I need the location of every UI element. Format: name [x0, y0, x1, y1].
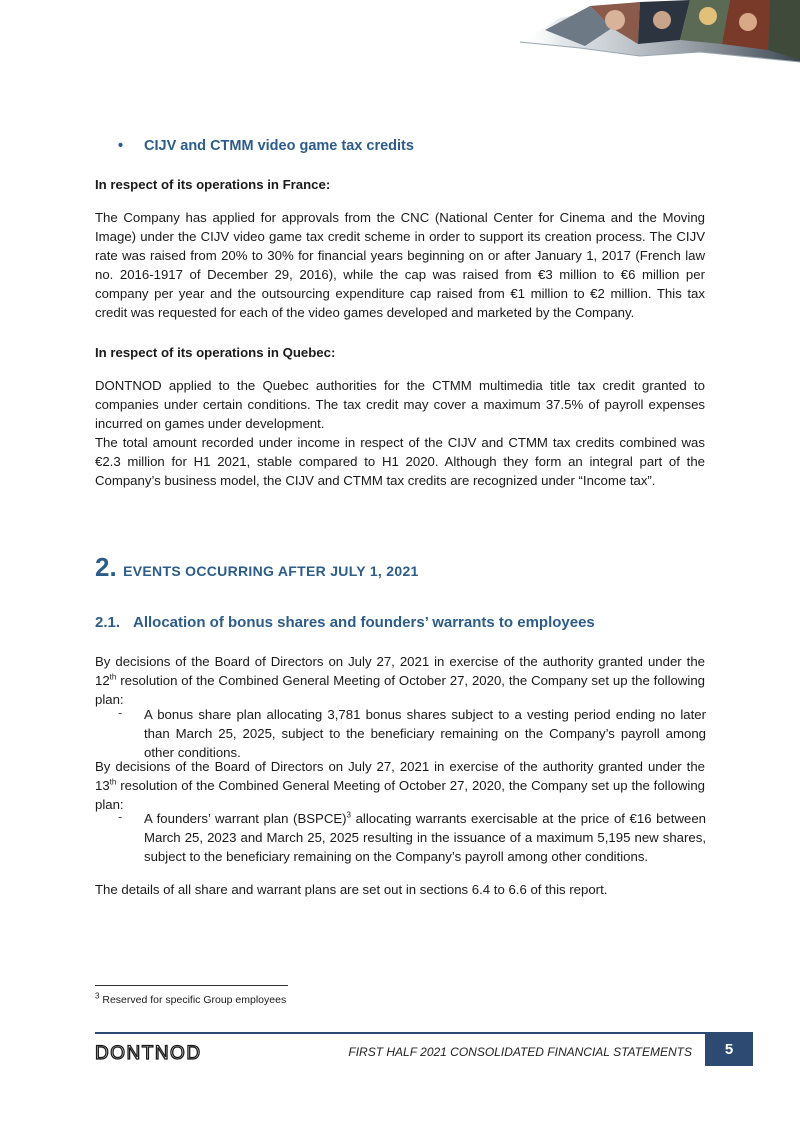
dontnod-logo — [95, 1043, 235, 1063]
bonus-plan-intro — [95, 652, 705, 709]
warrant-plan-intro-b: resolution of the Combined General Meeting of October 27, 2020, the Company set up the following plan: — [95, 778, 705, 812]
warrant-plan-intro-a: By decisions of the Board of Directors on July 27, 2021 in exercise of the authority granted under the 13 — [95, 759, 705, 793]
page-number-badge — [705, 1032, 753, 1066]
bullet-heading-text: CIJV and CTMM video game tax credits — [144, 138, 414, 154]
quebec-paragraph-1: DONTNOD applied to the Quebec authorities for the CTMM multimedia title tax credit granted to companies under certain conditions. The tax credit may cover a maximum 37.5% of payroll expenses incurred on games under development. — [95, 378, 705, 431]
footnote-reference[interactable]: 3 — [346, 810, 351, 820]
page-number: 5 — [724, 1040, 734, 1058]
dash-marker: - — [118, 705, 123, 720]
bonus-plan-intro-a: By decisions of the Board of Directors on July 27, 2021 in exercise of the authority granted under the 12 — [95, 654, 705, 688]
warrant-plan-text-b: allocating warrants exercisable at the price of €16 between March 25, 2023 and March 25, 2025 resulting in the issuance of a maximum 5,195 new shares, subject to the beneficiary remaining on the Company’s payroll among other conditions. — [144, 811, 706, 864]
bonus-plan-intro-b: resolution of the Combined General Meeting of October 27, 2020, the Company set up the following plan: — [95, 673, 705, 707]
section-2-heading — [95, 552, 419, 583]
list-item-warrant-plan — [118, 809, 706, 866]
subsection-2-1-heading — [95, 614, 595, 631]
ordinal-suffix: th — [109, 672, 117, 682]
section-2-title: EVENTS OCCURRING AFTER JULY 1, 2021 — [123, 563, 419, 579]
subsection-2-1-number: 2.1. — [95, 614, 121, 631]
plans-details-paragraph: The details of all share and warrant plans are set out in sections 6.4 to 6.6 of this report. — [95, 882, 608, 897]
footnote-text: Reserved for specific Group employees — [99, 994, 287, 1006]
list-item-text: A bonus share plan allocating 3,781 bonus shares subject to a vesting period ending no later than March 25, 2025, subject to the beneficiary remaining on the Company’s payroll among other conditions. — [144, 707, 706, 760]
france-paragraph: The Company has applied for approvals from the CNC (National Center for Cinema and the Moving Image) under the CIJV video game tax credit scheme in order to support its creation process. The CIJV rate was raised from 20% to 30% for financial years beginning on or after January 1, 2017 (French law no. 2016-1917 of December 29, 2016), while the cap was raised from €3 million to €6 million per company per year and the outsourcing expenditure cap raised from €1 million to €2 million. This tax credit was requested for each of the video games developed and marketed by the Company. — [95, 210, 705, 320]
footnote-marker: 3 — [95, 991, 100, 1001]
quebec-heading: In respect of its operations in Quebec: — [95, 345, 336, 360]
ordinal-suffix: th — [109, 777, 117, 787]
warrant-plan-intro — [95, 757, 705, 814]
quebec-paragraph-2: The total amount recorded under income in respect of the CIJV and CTMM tax credits combined was €2.3 million for H1 2021, stable compared to H1 2020. Although they form an integral part of the Company’s business model, the CIJV and CTMM tax credits are recognized under “Income tax”. — [95, 435, 705, 488]
france-heading: In respect of its operations in France: — [95, 177, 331, 192]
footer-divider — [95, 1032, 705, 1034]
warrant-plan-text-a: A founders’ warrant plan (BSPCE) — [144, 811, 347, 826]
dash-marker: - — [118, 809, 123, 824]
bullet-icon: • — [118, 138, 124, 154]
subsection-2-1-title: Allocation of bonus shares and founders’ warrants to employees — [133, 614, 595, 631]
footnote-divider — [95, 985, 288, 986]
footnote — [95, 991, 287, 1006]
list-item-text — [144, 809, 706, 866]
list-item-bonus-share-plan — [118, 705, 706, 762]
section-2-number: 2. — [95, 552, 117, 582]
footer-document-title: FIRST HALF 2021 CONSOLIDATED FINANCIAL STATEMENTS — [348, 1045, 692, 1059]
logo-wordmark: DONTNOD — [95, 1043, 202, 1063]
header-banner-image — [0, 0, 800, 80]
